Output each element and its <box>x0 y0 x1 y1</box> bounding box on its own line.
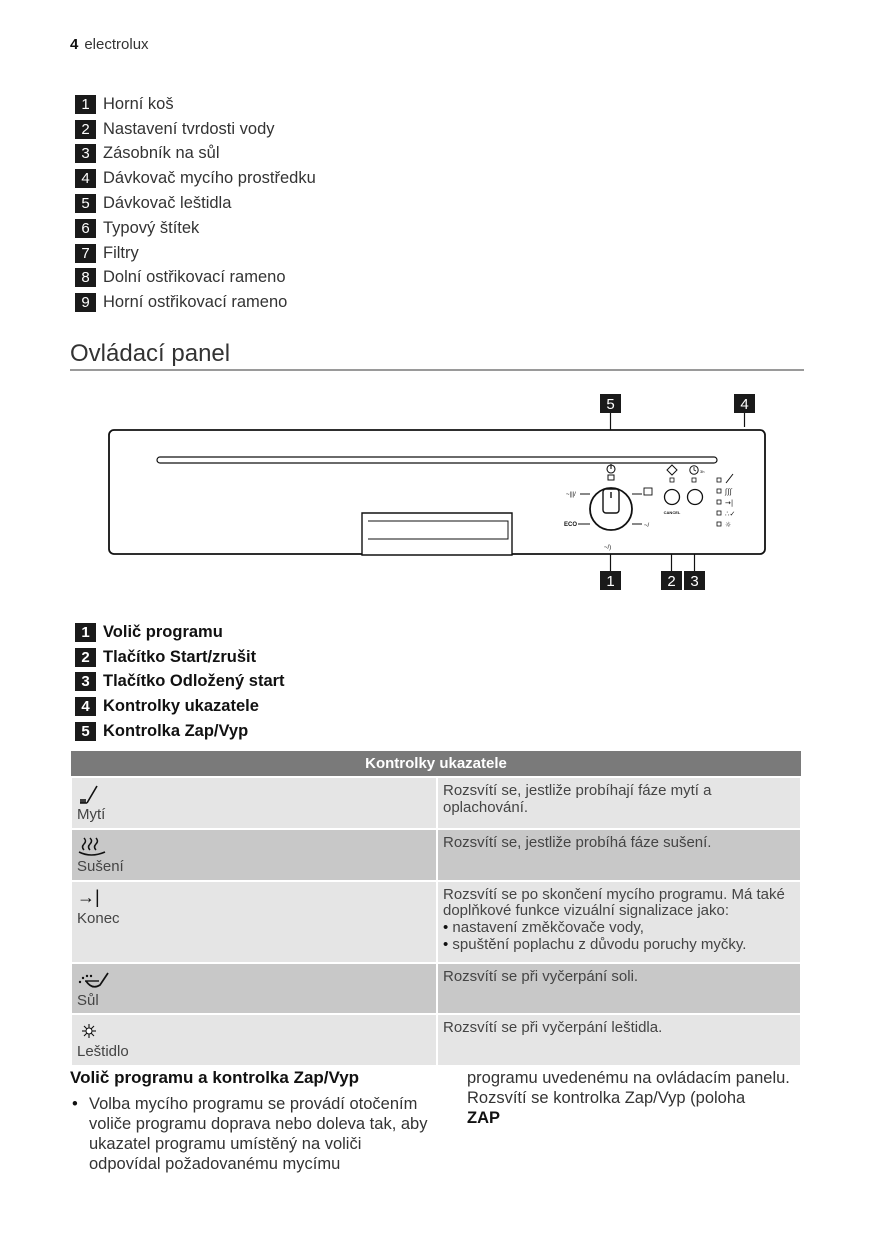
brand-name: electrolux <box>84 36 149 53</box>
legend-label: Tlačítko Start/zrušit <box>103 647 257 666</box>
legend-item <box>75 620 285 645</box>
callout-4 <box>734 394 755 413</box>
indicator-name: Leštidlo <box>77 1043 129 1061</box>
callout-1 <box>600 571 621 590</box>
legend-item <box>75 694 285 719</box>
power-indicator <box>607 464 615 480</box>
indicator-name: Konec <box>77 909 120 927</box>
section-title: Ovládací panel <box>70 340 231 367</box>
parts-list <box>75 92 316 315</box>
legend-item <box>75 645 285 670</box>
table-row <box>71 963 801 1015</box>
number-badge: 2 <box>75 648 96 667</box>
number-badge: 8 <box>75 268 96 287</box>
callout-3-label: 3 <box>690 573 699 590</box>
list-item <box>75 216 316 241</box>
description-list <box>443 920 795 954</box>
rinse-aid-icon <box>77 1020 431 1044</box>
callout-1-label: 1 <box>606 573 615 590</box>
program-selector <box>590 488 632 530</box>
callout-5-label: 5 <box>606 396 615 413</box>
program-rinse-mark: ~/) <box>604 545 612 551</box>
table-row <box>71 777 801 829</box>
end-lamp-icon: →| <box>725 499 734 507</box>
drying-lamp-icon: ʃʃʃ <box>725 488 733 496</box>
list-item: • nastavení změkčovače vody, <box>443 920 795 937</box>
indicator-description: Rozsvítí se, jestliže probíhá fáze sušení. <box>437 829 801 881</box>
list-item: • Volba mycího programu se provádí otočením voliče programu doprava nebo doleva tak, aby ukazatel programu umístěný na voliči odpovídal požadovanému mycímu <box>70 1094 430 1175</box>
number-badge: 5 <box>75 722 96 741</box>
number-badge: 1 <box>75 623 96 642</box>
list-item-label: Dávkovač mycího prostředku <box>103 169 316 188</box>
panel-slot <box>157 457 717 463</box>
list-item: • spuštění poplachu z důvodu poruchy myčky. <box>443 937 795 954</box>
number-badge: 2 <box>75 120 96 139</box>
list-item-label: Horní ostřikovací rameno <box>103 293 288 312</box>
program-selector-section <box>70 1068 430 1175</box>
list-item <box>75 117 316 142</box>
number-badge: 1 <box>75 95 96 114</box>
list-item <box>75 241 316 266</box>
door-handle <box>362 513 512 555</box>
number-badge: 5 <box>75 194 96 213</box>
callout-5 <box>600 394 621 413</box>
number-badge: 9 <box>75 293 96 312</box>
number-badge: 4 <box>75 169 96 188</box>
body-text: programu uvedenému na ovládacím panelu. Rozsvítí se kontrolka Zap/Vyp (poloha <box>467 1069 790 1108</box>
legend-item <box>75 670 285 695</box>
continued-text <box>467 1068 807 1128</box>
salt-icon <box>77 969 431 993</box>
number-badge: 3 <box>75 144 96 163</box>
list-item <box>75 166 316 191</box>
page-header <box>70 36 149 53</box>
delay-label: 3h <box>700 469 705 474</box>
page-number: 4 <box>70 36 79 53</box>
rinse-lamp-icon: ☼ <box>725 521 732 529</box>
list-item-label: Dolní ostřikovací rameno <box>103 268 286 287</box>
indicator-name: Sůl <box>77 991 99 1009</box>
list-item <box>75 92 316 117</box>
section-divider <box>70 369 804 371</box>
list-item-label: Horní koš <box>103 94 174 113</box>
table-row <box>71 1014 801 1066</box>
drying-icon <box>77 835 431 859</box>
list-item-label: Filtry <box>103 243 139 262</box>
indicator-description: Rozsvítí se po skončení mycího programu. Má také doplňkové funkce vizuální signalizace jako: <box>443 885 785 920</box>
number-badge: 7 <box>75 244 96 263</box>
panel-legend <box>75 620 285 744</box>
cancel-label: CANCEL <box>663 510 681 515</box>
list-item <box>75 191 316 216</box>
indicator-table <box>70 751 802 1067</box>
indicator-description: Rozsvítí se při vyčerpání leštidla. <box>437 1014 801 1066</box>
indicator-description: Rozsvítí se, jestliže probíhají fáze mytí a oplachování. <box>437 777 801 829</box>
table-row <box>71 881 801 963</box>
number-badge: 4 <box>75 697 96 716</box>
control-panel-diagram <box>70 385 804 600</box>
indicator-description: Rozsvítí se při vyčerpání soli. <box>437 963 801 1015</box>
list-item <box>75 266 316 291</box>
callout-2-label: 2 <box>667 573 676 590</box>
list-item-label: Typový štítek <box>103 218 200 237</box>
list-item-label: Zásobník na sůl <box>103 144 220 163</box>
legend-item <box>75 719 285 744</box>
wash-icon <box>77 783 431 807</box>
callout-2 <box>661 571 682 590</box>
legend-label: Kontrolka Zap/Vyp <box>103 722 249 741</box>
list-item <box>75 142 316 167</box>
program-eco-label: ECO <box>564 522 578 528</box>
callout-3 <box>684 571 705 590</box>
section-heading: Volič programu a kontrolka Zap/Vyp <box>70 1068 360 1087</box>
legend-label: Tlačítko Odložený start <box>103 672 285 691</box>
program-intensive-mark: ~|||/ <box>566 492 576 498</box>
list-item <box>75 290 316 315</box>
legend-label: Kontrolky ukazatele <box>103 697 259 716</box>
table-header: Kontrolky ukazatele <box>71 751 801 777</box>
indicator-name: Mytí <box>77 806 106 823</box>
legend-label: Volič programu <box>103 622 223 641</box>
salt-lamp-icon: ∴✓ <box>725 510 736 518</box>
program-quick-mark: ~/ <box>644 523 650 529</box>
number-badge: 3 <box>75 672 96 691</box>
list-item-label: Nastavení tvrdosti vody <box>103 119 275 138</box>
bullet-list <box>70 1094 430 1175</box>
end-icon: →| <box>77 886 100 907</box>
callout-4-label: 4 <box>740 396 749 413</box>
indicator-name: Sušení <box>77 857 124 875</box>
number-badge: 6 <box>75 219 96 238</box>
list-item-label: Dávkovač leštidla <box>103 194 232 213</box>
body-text-strong: ZAP <box>467 1109 500 1128</box>
table-row <box>71 829 801 881</box>
